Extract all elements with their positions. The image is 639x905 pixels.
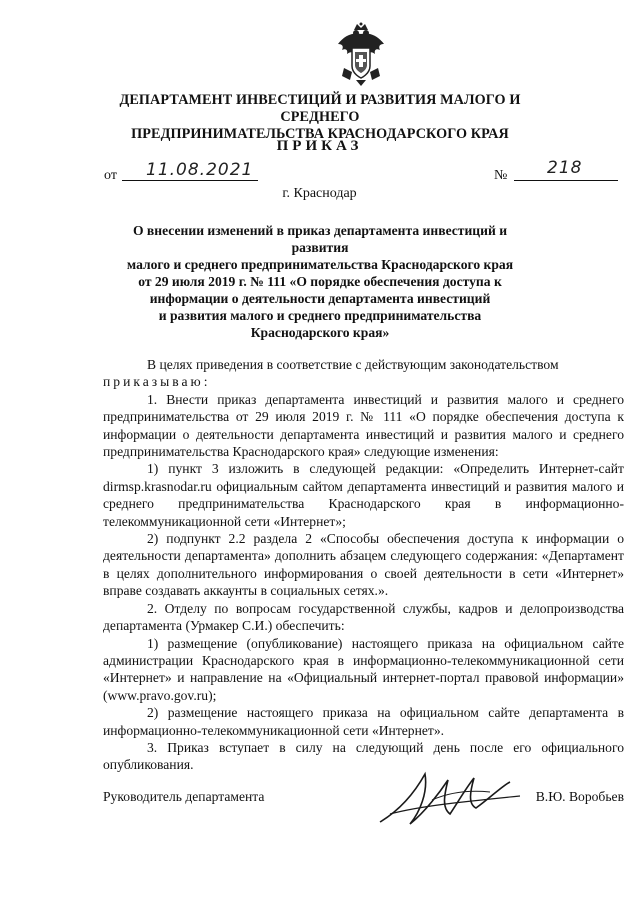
order-subject bbox=[110, 222, 530, 341]
subject-line: малого и среднего предпринимательства Краснодарского края bbox=[126, 257, 514, 272]
number-label: № bbox=[494, 168, 508, 183]
subject-line: и развития малого и среднего предпринимательства bbox=[158, 308, 482, 323]
paragraph-1-item-1: 1) пункт 3 изложить в следующей редакции: «Определить Интернет-сайт dirmsp.krasnodar.ru официальным сайтом департамента инвестиций и развития малого и среднего предпринимательства Краснодарского края в информационно-телекоммуникационной сети «Интернет»; bbox=[103, 461, 624, 529]
paragraph-1: 1. Внести приказ департамента инвестиций и развития малого и среднего предпринимательства от 29 июля 2019 г. № 111 «О порядке обеспечения доступа к информации о деятельности департамента инвестиций и развития малого и среднего предпринимательства Краснодарского края» следующие изменения: bbox=[103, 391, 624, 460]
signer-name: В.Ю. Воробьев bbox=[535, 789, 624, 804]
document-type: ПРИКАЗ bbox=[276, 138, 363, 154]
department-name bbox=[100, 92, 540, 143]
paragraph-3: 3. Приказ вступает в силу на следующий день после его официального опубликования. bbox=[103, 739, 624, 773]
city: г. Краснодар bbox=[282, 186, 357, 201]
department-name-line2: ПРЕДПРИНИМАТЕЛЬСТВА КРАСНОДАРСКОГО КРАЯ bbox=[131, 126, 509, 142]
signer-position: Руководитель департамента bbox=[103, 789, 265, 804]
number-value: 218 bbox=[547, 158, 583, 178]
coat-of-arms-icon bbox=[334, 22, 388, 88]
subject-line: информации о деятельности департамента инвестиций bbox=[149, 291, 491, 306]
handwritten-signature bbox=[370, 762, 540, 832]
order-word: приказываю: bbox=[103, 374, 211, 390]
intro-paragraph: В целях приведения в соответствие с действующим законодательством bbox=[147, 357, 559, 372]
order-body bbox=[103, 356, 624, 774]
paragraph-2-item-1: 1) размещение (опубликование) настоящего приказа на официальном сайте администрации Краснодарского края в информационно-телекоммуникационной сети «Интернет» и направление на «Официальный интернет-портал правовой информации» (www.pravo.gov.ru); bbox=[103, 635, 624, 703]
paragraph-2-item-2: 2) размещение настоящего приказа на официальном сайте департамента в информационно-телекоммуникационной сети «Интернет». bbox=[103, 705, 624, 738]
paragraph-1-item-2: 2) подпункт 2.2 раздела 2 «Способы обеспечения доступа к информации о деятельности департамента» дополнить абзацем следующего содержания: «Департамент в целях дополнительного информирования о своей деятельности в сети «Интернет» вправе создавать аккаунты в социальных сетях.». bbox=[103, 531, 624, 599]
subject-line: от 29 июля 2019 г. № 111 «О порядке обеспечения доступа к bbox=[138, 274, 502, 289]
subject-line: О внесении изменений в приказ департамента инвестиций и развития bbox=[132, 223, 508, 255]
date-label: от bbox=[104, 168, 117, 183]
paragraph-2: 2. Отделу по вопросам государственной службы, кадров и делопроизводства департамента (Урмакер С.И.) обеспечить: bbox=[103, 600, 624, 634]
date-value: 11.08.2021 bbox=[146, 160, 254, 180]
department-name-line1: ДЕПАРТАМЕНТ ИНВЕСТИЦИЙ И РАЗВИТИЯ МАЛОГО И СРЕДНЕГО bbox=[119, 92, 521, 125]
subject-line: Краснодарского края» bbox=[250, 325, 390, 340]
